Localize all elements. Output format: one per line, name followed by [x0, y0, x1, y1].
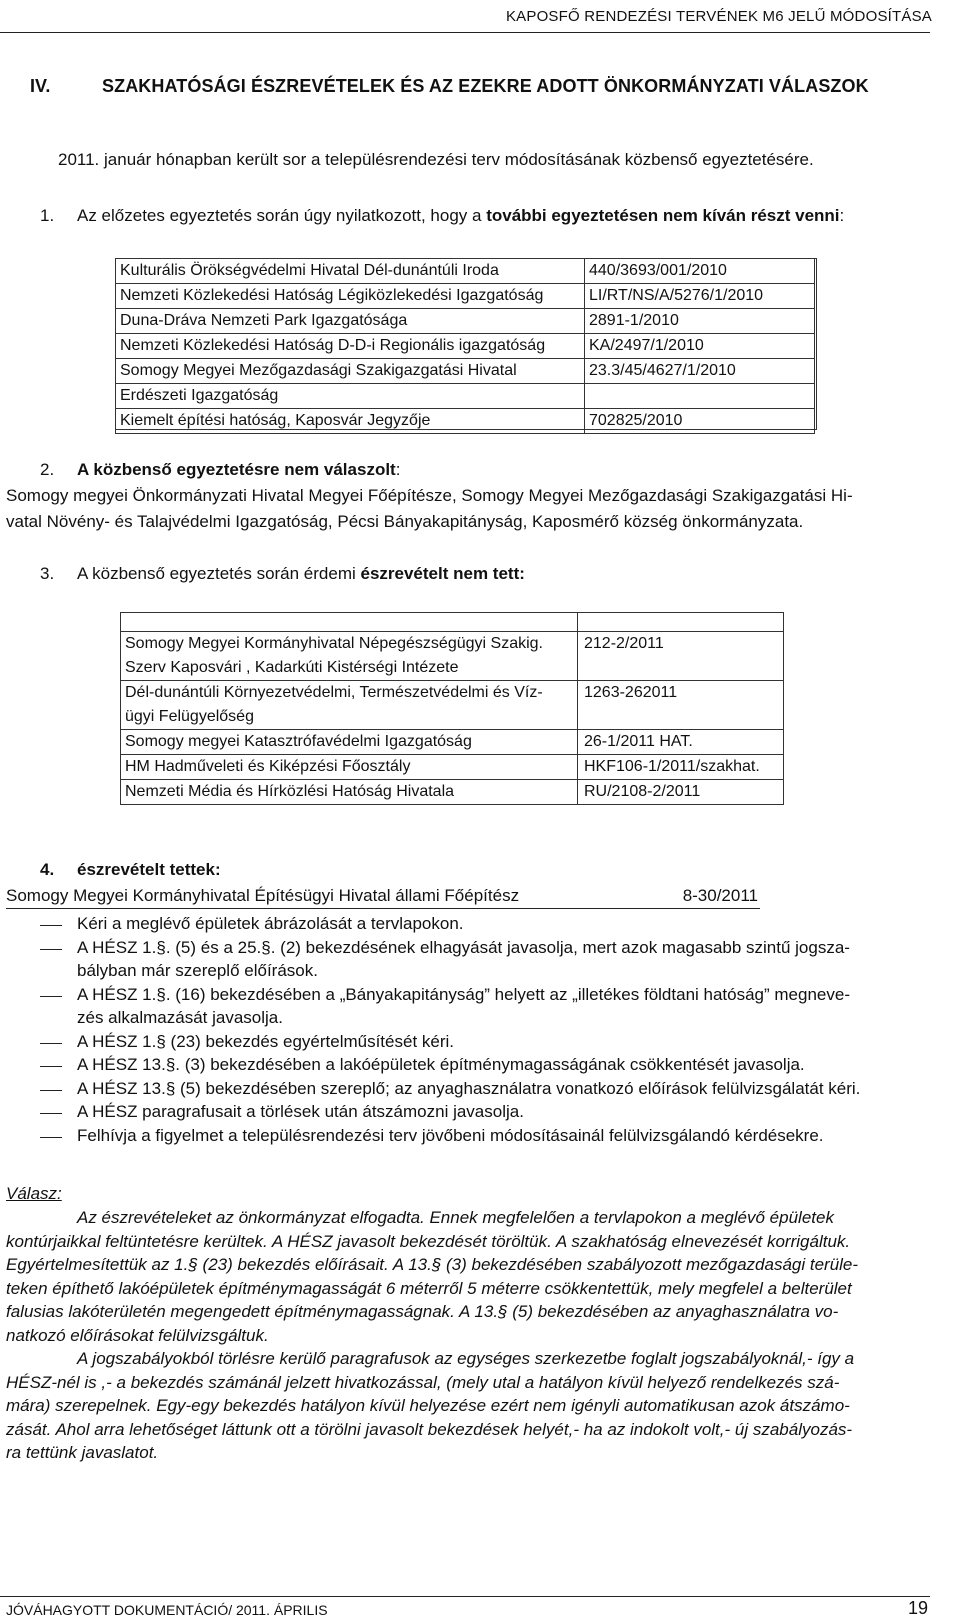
- item-2-line-2: vatal Növény- és Talajvédelmi Igazgatóság, Pécsi Bányakapitányság, Kaposmérő község önkormányzata.: [6, 512, 804, 531]
- item-1-number: 1.: [40, 206, 55, 225]
- answer-p2-line: HÉSZ-nél is ,- a bekezdés számánál jelzett hivatkozással, (mely utal a hatályon kívül helyező rendelkezés szá-: [6, 1372, 840, 1392]
- table-2-ref: 212-2/2011: [578, 632, 784, 681]
- table-1-row: [116, 334, 815, 359]
- answer-p2-line: A jogszabályokból törlésre kerülő paragrafusok az egységes szerkezetbe foglalt jogszabályoknál,- így a: [77, 1349, 855, 1368]
- section-number: IV.: [30, 76, 51, 96]
- table-2-ref: HKF106-1/2011/szakhat.: [578, 755, 784, 780]
- table-1-row: [116, 384, 815, 409]
- table-no-remarks: [120, 612, 784, 829]
- table-1-authority: Erdészeti Igazgatóság: [116, 384, 585, 409]
- table-2-authority: [121, 681, 578, 730]
- dash-bullet: [40, 925, 62, 926]
- answer-p1-line: Egyértelmesítettük az 1.§ (23) bekezdés előírásait. A 13.§ (3) bekezdésében szabályozott mezőgazdasági terüle-: [6, 1255, 859, 1274]
- table-2-authority-line-1: Somogy megyei Katasztrófavédelmi Igazgatóság: [125, 733, 472, 750]
- header-divider: [0, 32, 930, 33]
- remark-line: A HÉSZ 13.§. (3) bekezdésében a lakóépületek építménymagasságának csökkentését javasolja.: [77, 1055, 805, 1074]
- remark-line: A HÉSZ 13.§ (5) bekezdésében szereplő; az anyaghasználatra vonatkozó előírások felülvizsgálatát kéri.: [77, 1078, 861, 1098]
- table-1-authority: Nemzeti Közlekedési Hatóság Légiközlekedési Igazgatóság: [116, 284, 585, 309]
- table-2-authority-line-2: Szerv Kaposvári , Kadarkúti Kistérségi Intézete: [125, 659, 459, 676]
- remark-line: Kéri a meglévő épületek ábrázolását a tervlapokon.: [77, 914, 464, 933]
- item-2-number: 2.: [40, 460, 55, 479]
- footer-divider: [0, 1596, 930, 1597]
- dash-bullet: [40, 1066, 62, 1067]
- table-1-authority: Nemzeti Közlekedési Hatóság D-D-i Regionális igazgatóság: [116, 334, 585, 359]
- item-2-heading: [77, 460, 400, 480]
- table-2-ref: 1263-262011: [578, 681, 784, 730]
- item-4-ref: 8-30/2011: [682, 886, 758, 905]
- remark-line: bályban már szereplő előírások.: [77, 961, 318, 980]
- item-2-line-1: Somogy megyei Önkormányzati Hivatal Megyei Főépítésze, Somogy Megyei Mezőgazdasági Szakigazgatási Hi-: [6, 486, 853, 505]
- item-1-bold: további egyeztetésen nem kíván részt venni: [486, 206, 840, 225]
- table-1-ref: KA/2497/1/2010: [585, 334, 815, 359]
- answer-p1-line: teken építhető lakóépületek építménymagasságát 6 méterről 5 méterre csökkentettük, mely megfelel a belterület: [6, 1278, 852, 1298]
- table-2-ref: RU/2108-2/2011: [578, 780, 784, 805]
- dash-bullet: [40, 1137, 62, 1138]
- answer-label: Válasz:: [6, 1184, 62, 1203]
- item-3-heading: [77, 564, 525, 584]
- table-2-authority-line-1: Somogy Megyei Kormányhivatal Népegészségügyi Szakig.: [125, 635, 543, 652]
- dash-bullet: [40, 996, 62, 997]
- item-4-authority: Somogy Megyei Kormányhivatal Építésügyi Hivatal állami Főépítész: [6, 886, 520, 905]
- table-2-authority-line-1: HM Hadműveleti és Kiképzési Főosztály: [125, 758, 411, 775]
- table-2-authority-line-1: Dél-dunántúli Környezetvédelmi, Természetvédelmi és Víz-: [125, 684, 543, 701]
- table-2-row: [121, 780, 784, 805]
- table-2-authority: [121, 632, 578, 681]
- intro-paragraph: 2011. január hónapban került sor a településrendezési terv módosításának közbenső egyeztetésére.: [58, 150, 814, 169]
- table-2-row: [121, 730, 784, 755]
- dash-bullet: [40, 1043, 62, 1044]
- item-3-number: 3.: [40, 564, 55, 583]
- item-4-heading: észrevételt tettek:: [77, 860, 221, 879]
- page-header-title: KAPOSFŐ RENDEZÉSI TERVÉNEK M6 JELŰ MÓDOSÍTÁSA: [505, 8, 932, 25]
- item-3-text: A közbenső egyeztetés során érdemi: [77, 564, 361, 583]
- dash-bullet: [40, 1113, 62, 1114]
- item-1-heading: [77, 206, 844, 226]
- table-2-authority-line-2: ügyi Felügyelőség: [125, 708, 254, 725]
- dash-bullet: [40, 1090, 62, 1091]
- table-1-ref: LI/RT/NS/A/5276/1/2010: [585, 284, 815, 309]
- remark-line: A HÉSZ 1.§. (16) bekezdésében a „Bányakapitányság” helyett az „illetékes földtani hatóság” megneve-: [77, 984, 850, 1004]
- table-1-authority: Somogy Megyei Mezőgazdasági Szakigazgatási Hivatal: [116, 359, 585, 384]
- table-1-ref: 2891-1/2010: [585, 309, 815, 334]
- answer-p2-line: mára) szerepelnek. Egy-egy bekezdés hatályon kívül helyezése ezért nem igényli automatikusan azok átszámo-: [6, 1396, 850, 1415]
- item-1-tail: :: [839, 206, 845, 225]
- section-title: SZAKHATÓSÁGI ÉSZREVÉTELEK ÉS AZ EZEKRE ADOTT ÖNKORMÁNYZATI VÁLASZOK: [102, 76, 869, 96]
- table-1-row: [116, 309, 815, 334]
- table-2-ref: 26-1/2011 HAT.: [578, 730, 784, 755]
- table-1-row: [116, 359, 815, 384]
- answer-p1-line: Az észrevételeket az önkormányzat elfogadta. Ennek megfelelően a tervlapokon a meglévő épületek: [77, 1208, 834, 1227]
- table-1-ref: 702825/2010: [585, 409, 815, 434]
- table-2-row: [121, 681, 784, 730]
- answer-p1-line: natkozó előírásokat felülvizsgáltuk.: [6, 1325, 269, 1345]
- answer-p2-line: zását. Ahol arra lehetőséget láttunk ott a törölni javasolt bekezdések helyét,- ha az indokolt volt,- új szabályozás-: [6, 1419, 853, 1439]
- page-number: 19: [907, 1598, 928, 1618]
- remark-line: A HÉSZ 1.§ (23) bekezdés egyértelműsítését kéri.: [77, 1031, 455, 1051]
- table-2-authority: [121, 755, 578, 780]
- item-4-authority-row: [6, 886, 760, 909]
- remark-line: A HÉSZ paragrafusait a törlések után átszámozni javasolja.: [77, 1102, 524, 1121]
- table-2-empty-row: [121, 613, 784, 632]
- item-4-number: 4.: [40, 860, 55, 879]
- table-no-participation: [115, 258, 815, 434]
- item-2-tail: :: [395, 460, 401, 479]
- table-1-row: [116, 259, 815, 284]
- table-1-ref: [585, 384, 815, 409]
- table-2-authority: [121, 730, 578, 755]
- table-2-authority: [121, 780, 578, 805]
- table-1-authority: Kiemelt építési hatóság, Kaposvár Jegyzője: [116, 409, 585, 434]
- table-1-row: [116, 409, 815, 434]
- table-1-ref: 23.3/45/4627/1/2010: [585, 359, 815, 384]
- remark-line: zés alkalmazását javasolja.: [77, 1008, 283, 1027]
- item-1-text: Az előzetes egyeztetés során úgy nyilatkozott, hogy a: [77, 206, 487, 225]
- dash-bullet: [40, 949, 62, 950]
- table-2-row: [121, 632, 784, 681]
- table-1-row: [116, 284, 815, 309]
- item-3-bold: észrevételt nem tett:: [360, 564, 525, 583]
- answer-p2-line: ra tettünk javaslatot.: [6, 1443, 159, 1462]
- table-2-bottom-row: [121, 805, 784, 830]
- table-1-authority: Duna-Dráva Nemzeti Park Igazgatósága: [116, 309, 585, 334]
- table-2-row: [121, 755, 784, 780]
- table-2-authority-line-1: Nemzeti Média és Hírközlési Hatóság Hivatala: [125, 783, 455, 800]
- table-1-authority: Kulturális Örökségvédelmi Hivatal Dél-dunántúli Iroda: [116, 259, 585, 284]
- remark-line: Felhívja a figyelmet a településrendezési terv jövőbeni módosításainál felülvizsgálandó kérdésekre.: [77, 1125, 824, 1145]
- answer-p1-line: falusias lakóterületén megengedett építménymagasságnak. A 13.§ (5) bekezdésében az anyaghasználatra vo-: [6, 1302, 839, 1321]
- table-1-ref: 440/3693/001/2010: [585, 259, 815, 284]
- remark-line: A HÉSZ 1.§. (5) és a 25.§. (2) bekezdésének elhagyását javasolja, mert azok magasabb szintű jogsza-: [77, 937, 850, 957]
- answer-p1-line: kontúrjaikkal feltüntetésre kerültek. A HÉSZ javasolt bekezdését töröltük. A szakhatóság elnevezését korrigáltuk.: [6, 1231, 851, 1251]
- footer-left: JÓVÁHAGYOTT DOKUMENTÁCIÓ/ 2011. ÁPRILIS: [6, 1602, 328, 1618]
- item-2-bold: A közbenső egyeztetésre nem válaszolt: [77, 460, 396, 479]
